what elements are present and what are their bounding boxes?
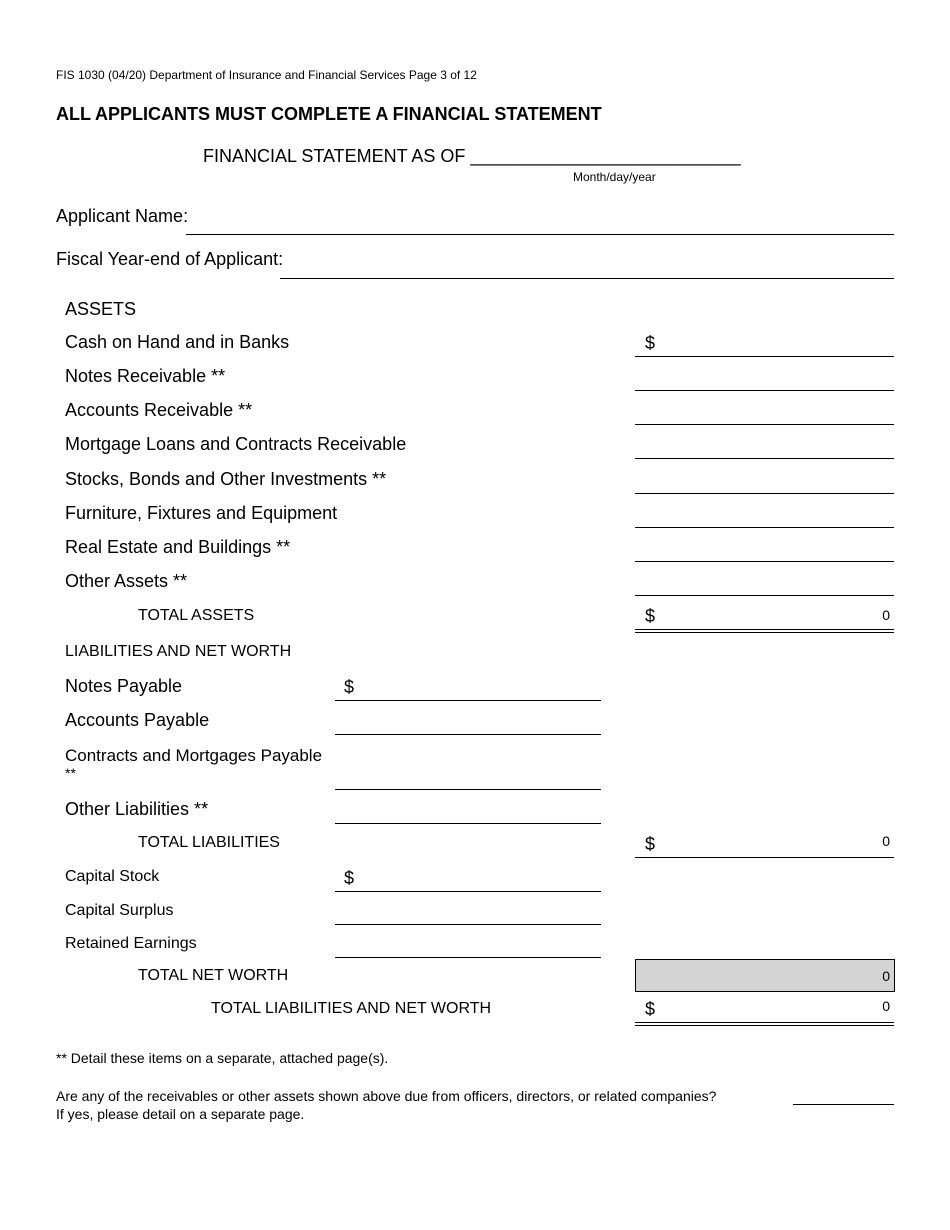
grand-total-underline <box>635 1022 894 1026</box>
page-heading: ALL APPLICANTS MUST COMPLETE A FINANCIAL STATEMENT <box>56 104 602 124</box>
currency-symbol: $ <box>645 999 656 1019</box>
total-assets-underline <box>635 629 894 633</box>
other-liabilities-label: Other Liabilities ** <box>65 799 209 819</box>
asset-label: Notes Receivable ** <box>65 366 226 386</box>
asset-label: Other Assets ** <box>65 571 188 591</box>
contracts-payable-label-suffix: ** <box>65 765 76 781</box>
capital-stock-label: Capital Stock <box>65 868 160 885</box>
total-net-worth-value: 0 <box>882 968 890 984</box>
asset-label: Mortgage Loans and Contracts Receivable <box>65 434 407 454</box>
currency-symbol: $ <box>645 834 656 854</box>
date-format-hint: Month/day/year <box>573 170 656 184</box>
other-assets-input[interactable] <box>635 595 894 596</box>
notes-receivable-input[interactable] <box>635 390 894 391</box>
asset-label: Furniture, Fixtures and Equipment <box>65 503 338 523</box>
asset-label: Real Estate and Buildings ** <box>65 537 291 557</box>
retained-earnings-label: Retained Earnings <box>65 935 197 952</box>
mortgage-loans-input[interactable] <box>635 458 894 459</box>
contracts-payable-input[interactable] <box>335 789 601 790</box>
total-liabilities-label: TOTAL LIABILITIES <box>138 834 280 851</box>
detail-note: ** Detail these items on a separate, attached page(s). <box>56 1050 389 1066</box>
total-assets-value: 0 <box>882 607 890 623</box>
currency-symbol: $ <box>645 333 656 353</box>
fiscal-year-end-label: Fiscal Year-end of Applicant: <box>56 249 284 269</box>
asset-label: Stocks, Bonds and Other Investments ** <box>65 469 387 489</box>
contracts-payable-label: Contracts and Mortgages Payable <box>65 746 323 765</box>
applicant-name-label: Applicant Name: <box>56 206 189 226</box>
accounts-payable-input[interactable] <box>335 734 601 735</box>
capital-surplus-label: Capital Surplus <box>65 902 174 919</box>
currency-symbol: $ <box>344 677 355 697</box>
other-liabilities-input[interactable] <box>335 823 601 824</box>
total-net-worth-label: TOTAL NET WORTH <box>138 967 289 984</box>
total-liabilities-value: 0 <box>882 833 890 849</box>
accounts-receivable-input[interactable] <box>635 424 894 425</box>
grand-total-label: TOTAL LIABILITIES AND NET WORTH <box>211 1000 492 1017</box>
currency-symbol: $ <box>645 606 656 626</box>
fiscal-year-end-input[interactable] <box>280 278 894 279</box>
total-liabilities-underline <box>635 857 894 858</box>
capital-surplus-input[interactable] <box>335 924 601 925</box>
cash-on-hand-input[interactable] <box>635 356 894 357</box>
notes-payable-label: Notes Payable <box>65 676 183 696</box>
furniture-fixtures-input[interactable] <box>635 527 894 528</box>
asset-label: Cash on Hand and in Banks <box>65 332 290 352</box>
notes-payable-input[interactable] <box>335 700 601 701</box>
statement-as-of-label: FINANCIAL STATEMENT AS OF ___________________________ <box>203 146 741 166</box>
currency-symbol: $ <box>344 868 355 888</box>
retained-earnings-input[interactable] <box>335 957 601 958</box>
liabilities-heading: LIABILITIES AND NET WORTH <box>65 643 292 660</box>
assets-heading: ASSETS <box>65 299 137 319</box>
related-parties-question: Are any of the receivables or other assets shown above due from officers, directors, or related companies? <box>56 1088 717 1104</box>
grand-total-value: 0 <box>882 998 890 1014</box>
applicant-name-input[interactable] <box>186 234 894 235</box>
total-assets-label: TOTAL ASSETS <box>138 607 255 624</box>
form-info: FIS 1030 (04/20) Department of Insurance and Financial Services Page 3 of 12 <box>56 68 477 82</box>
statement-date-input[interactable] <box>486 146 748 168</box>
real-estate-input[interactable] <box>635 561 894 562</box>
related-parties-answer-input[interactable] <box>793 1104 894 1105</box>
accounts-payable-label: Accounts Payable <box>65 710 210 730</box>
stocks-bonds-input[interactable] <box>635 493 894 494</box>
related-parties-followup: If yes, please detail on a separate page. <box>56 1106 305 1122</box>
asset-label: Accounts Receivable ** <box>65 400 253 420</box>
capital-stock-input[interactable] <box>335 891 601 892</box>
total-net-worth-box <box>635 959 895 992</box>
